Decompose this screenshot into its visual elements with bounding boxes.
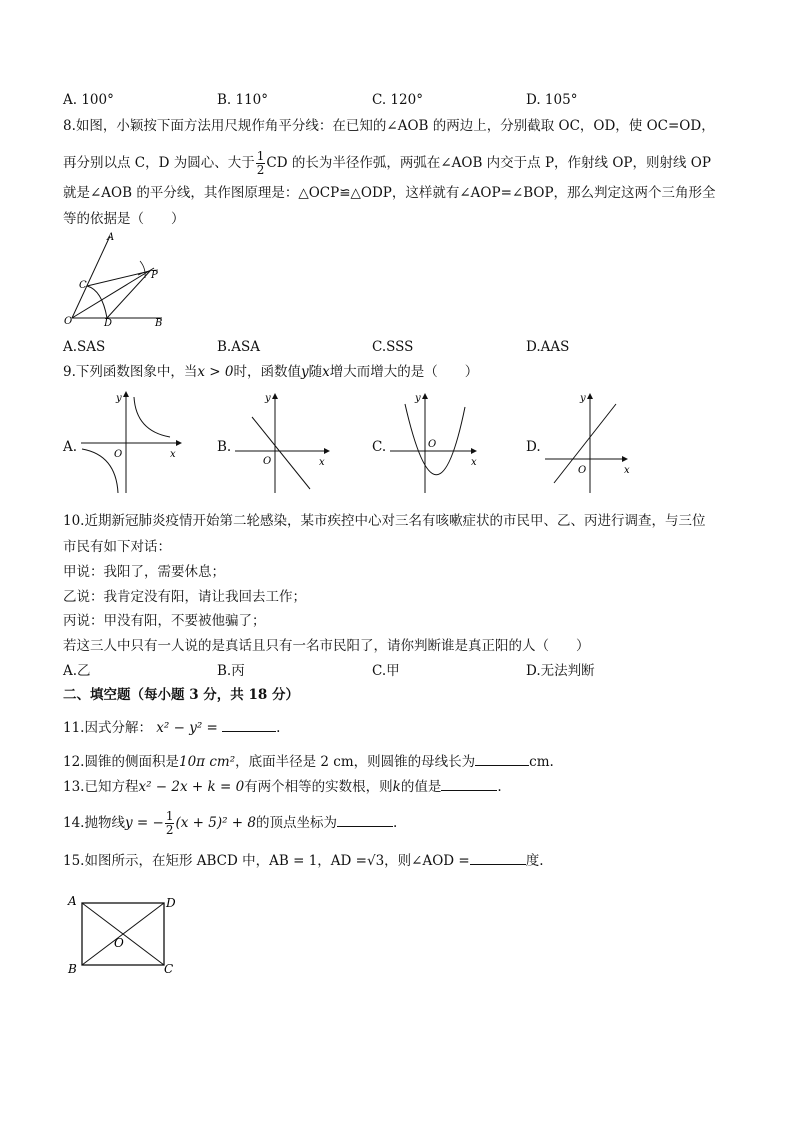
q7-option-b: B. 110° [217, 92, 269, 108]
q11-answer-blank[interactable] [222, 719, 276, 732]
q8-option-b: B.ASA [217, 339, 260, 355]
q10-line-1: 10.近期新冠肺炎疫情开始第二轮感染，某市疾控中心对三名有咳嗽症状的市民甲、乙、丙进行调查，与三位 [63, 513, 706, 529]
q12-stem-a: 12.圆锥的侧面积是 [63, 754, 179, 770]
q13-stem-a: 13.已知方程 [63, 779, 139, 795]
x-axis-arrow [471, 448, 477, 454]
origin-label: O [578, 465, 587, 476]
q12-answer-blank[interactable] [475, 753, 529, 766]
q13-answer-blank[interactable] [441, 778, 497, 791]
q8-option-d: D.AAS [526, 339, 570, 355]
q10-option-c: C.甲 [372, 663, 400, 679]
q14-lhs: y = − [124, 815, 164, 831]
q13-end: . [497, 779, 502, 795]
q9-var-x: x [322, 364, 330, 380]
q9-graph-b [230, 389, 340, 497]
origin-label: O [263, 456, 272, 467]
q7-option-d: D. 105° [526, 92, 578, 108]
q15-stem-a: 15.如图所示，在矩形 ABCD 中，AB = 1，AD = [63, 853, 367, 869]
q14-fraction [165, 810, 175, 837]
q14-stem-a: 14.抛物线 [63, 815, 125, 831]
label-p: P [151, 270, 158, 281]
label-b: B [68, 962, 77, 976]
q9-var-y: y [301, 364, 309, 380]
label-b: B [155, 318, 163, 329]
label-a: A [107, 232, 115, 243]
q10-option-b: B.丙 [217, 663, 245, 679]
q12-end: cm. [529, 754, 554, 770]
q12 [63, 753, 554, 771]
q9-graph-a [76, 389, 186, 497]
q14-stem-b: 的顶点坐标为 [256, 815, 337, 831]
q9-stem [63, 363, 478, 381]
q9-condition: x > 0 [197, 364, 234, 380]
q8-line-2a: 再分别以点 C，D 为圆心、大于 [63, 155, 255, 171]
q8-fraction [256, 150, 266, 177]
q9-label-b: B. [217, 439, 232, 455]
q8-line-1: 8.如图，小颖按下面方法用尺规作角平分线：在已知的∠AOB 的两边上，分别截取 OC，OD，使 OC=OD， [63, 118, 715, 134]
y-label: y [265, 393, 271, 404]
line-decreasing [252, 417, 310, 489]
q11-stem: 11.因式分解： [63, 720, 152, 736]
q14-end: . [393, 815, 398, 831]
q9-stem-d: 增大而增大的是（ ） [329, 364, 479, 380]
x-label: x [471, 457, 477, 468]
q10-line-5: 丙说：甲没有阳，不要被他骗了； [63, 613, 266, 629]
q12-area: 10π cm² [178, 754, 236, 770]
q9-label-d: D. [526, 439, 541, 455]
q12-stem-b: ，底面半径是 2 cm，则圆锥的母线长为 [235, 754, 476, 770]
x-axis-arrow [324, 448, 330, 454]
q13-equation: x² − 2x + k = 0 [138, 779, 245, 795]
x-label: x [319, 457, 325, 468]
label-o: O [64, 316, 73, 327]
q9-graph-d [540, 389, 650, 497]
q15-rectangle-figure [64, 893, 184, 979]
q8-option-a: A.SAS [63, 339, 106, 355]
q9-label-c: C. [372, 439, 387, 455]
label-o: O [114, 936, 124, 950]
q9-stem-c: 随 [308, 364, 323, 380]
label-d: D [104, 318, 113, 329]
curve-q3 [82, 449, 118, 493]
y-axis-arrow [272, 393, 278, 399]
q10-option-d: D.无法判断 [526, 663, 595, 679]
y-axis-arrow [123, 391, 129, 397]
q7-option-c: C. 120° [372, 92, 423, 108]
label-a: A [68, 894, 77, 908]
x-label: x [170, 449, 176, 460]
y-label: y [415, 393, 421, 404]
q14-rhs: (x + 5)² + 8 [175, 815, 256, 831]
q13-var-k: k [392, 779, 401, 795]
q8-line-3: 就是∠AOB 的平分线，其作图原理是：△OCP≌△ODP，这样就有∠AOP=∠BOP，那么判定这两个三角形全 [63, 185, 716, 201]
y-axis-arrow [587, 393, 593, 399]
curve-q1 [134, 397, 170, 437]
x-axis-arrow [176, 440, 182, 446]
q8-frac-num: 1 [256, 149, 265, 163]
q14-frac-den: 2 [165, 823, 174, 837]
q14-frac-num: 1 [165, 809, 174, 823]
q14 [63, 810, 397, 837]
q8-option-c: C.SSS [372, 339, 414, 355]
arc-cd [87, 286, 107, 318]
q15-stem-b: ，则∠AOD = [384, 853, 470, 869]
q10-line-2: 市民有如下对话： [63, 539, 171, 555]
q11-end: . [276, 720, 281, 736]
origin-label: O [428, 439, 437, 450]
q10-line-4: 乙说：我肯定没有阳，请让我回去工作； [63, 589, 306, 605]
segment-dp [107, 271, 150, 318]
x-axis-arrow [622, 456, 628, 462]
segment-cp [87, 271, 150, 286]
q13 [63, 778, 502, 796]
q8-line-4: 等的依据是（ ） [63, 211, 185, 227]
q8-figure [62, 228, 182, 330]
y-axis-arrow [422, 393, 428, 399]
q15-answer-blank[interactable] [470, 852, 526, 865]
ray-op [72, 268, 154, 318]
q10-line-3: 甲说：我阳了，需要休息； [63, 564, 225, 580]
y-label: y [116, 393, 122, 404]
section-2-title: 二、填空题（每小题 3 分，共 18 分） [63, 687, 299, 703]
q15 [63, 852, 544, 870]
q15-end: 度. [525, 853, 544, 869]
q9-stem-a: 9.下列函数图象中，当 [63, 364, 198, 380]
label-c: C [164, 962, 174, 976]
label-d: D [166, 896, 176, 910]
q9-graph-c [385, 389, 495, 497]
q10-line-6: 若这三人中只有一人说的是真话且只有一名市民阳了，请你判断谁是真正阳的人（ ） [63, 638, 590, 654]
q11 [63, 719, 280, 737]
q15-sqrt: √3 [366, 853, 385, 869]
q14-answer-blank[interactable] [337, 814, 393, 827]
q8-line-2b: CD 的长为半径作弧，两弧在∠AOB 内交于点 P，作射线 OP，则射线 OP [266, 155, 711, 171]
q7-option-a: A. 100° [63, 92, 114, 108]
q8-line-2 [63, 150, 711, 177]
x-label: x [624, 465, 630, 476]
q9-stem-b: 时，函数值 [233, 364, 301, 380]
q13-stem-c: 的值是 [400, 779, 442, 795]
q10-option-a: A.乙 [63, 663, 91, 679]
q11-expression: x² − y² = [156, 720, 218, 736]
q8-frac-den: 2 [256, 163, 265, 177]
origin-label: O [114, 449, 123, 460]
y-label: y [580, 393, 586, 404]
q13-stem-b: 有两个相等的实数根，则 [244, 779, 393, 795]
label-c: C [79, 280, 87, 291]
q9-label-a: A. [63, 439, 78, 455]
